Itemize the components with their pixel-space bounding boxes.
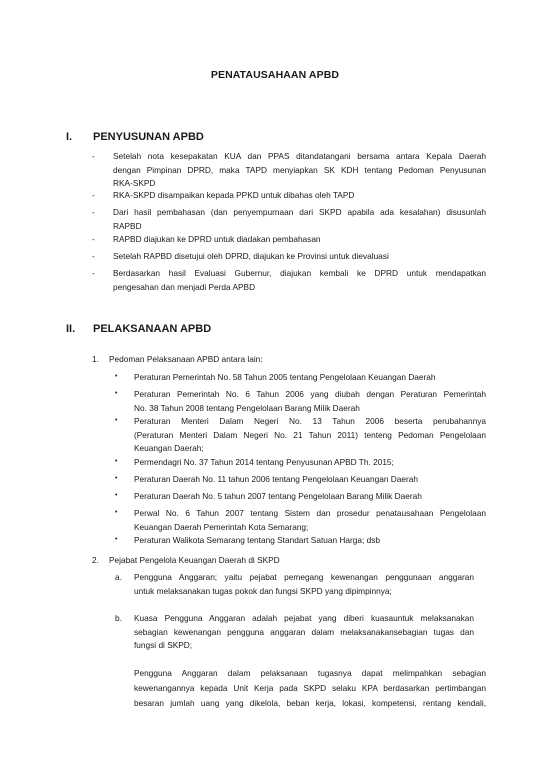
dash-marker: -	[92, 234, 95, 244]
dash-marker: -	[92, 207, 95, 217]
bullet-icon: •	[115, 417, 118, 424]
pedoman-item-line: Peraturan Pemerintah No. 58 Tahun 2005 tentang Pengelolaan Keuangan Daerah	[134, 372, 436, 382]
section-1-number: I.	[66, 131, 73, 143]
penyusunan-item-line: RKA-SKPD	[113, 178, 156, 189]
pedoman-item-line: Peraturan Pemerintah No. 6 Tahun 2006 yang diubah dengan Peraturan Pemerintah	[134, 389, 486, 399]
penyusunan-item-line: RAPBD diajukan ke DPRD untuk diadakan pembahasan	[113, 234, 321, 244]
section-2-heading	[66, 323, 211, 335]
pedoman-item-line: Keuangan Daerah;	[134, 443, 204, 454]
paragraph-line: Pengguna Anggaran dalam pelaksanaan tugasnya dapat melimpahkan sebagian	[134, 668, 486, 678]
pejabat-item-line: sebagian kewenangan pengguna anggaran dalam melaksanakansebagian tugas dan	[134, 626, 474, 637]
paragraph-line: besaran jumlah uang yang dikelola, beban kerja, lokasi, kompetensi, rentang kendali,	[134, 698, 486, 709]
page-title: PENATAUSAHAAN APBD	[210, 69, 340, 81]
pejabat-item-line: Kuasa Pengguna Anggaran adalah pejabat yang diberi kuasauntuk melaksanakan	[134, 613, 474, 623]
section-1-heading	[66, 131, 204, 143]
sub-letter: b.	[115, 613, 122, 623]
bullet-icon: •	[115, 536, 118, 543]
penyusunan-item-line: Setelah RAPBD disetujui oleh DPRD, diajukan ke Provinsi untuk dievaluasi	[113, 251, 389, 261]
pedoman-item-line: (Peraturan Menteri Dalam Negeri No. 21 Tahun 2011) tenteng Pedoman Pengelolaan	[134, 429, 486, 440]
penyusunan-item-line: Berdasarkan hasil Evaluasi Gubernur, diajukan kembali ke DPRD untuk mendapatkan	[113, 268, 486, 278]
pedoman-item-line: Perwal No. 6 Tahun 2007 tentang Sistem dan prosedur penatausahaan Pengelolaan	[134, 508, 486, 518]
penyusunan-item-line: pengesahan dan menjadi Perda APBD	[113, 281, 256, 292]
bullet-icon: •	[115, 509, 118, 516]
pedoman-item-line: Peraturan Daerah No. 5 tahun 2007 tentang Pengelolaan Barang Milik Daerah	[134, 491, 422, 501]
penyusunan-item-line: Dari hasil pembahasan (dan penyempurnaan dari SKPD apabila ada kesalahan) disusunlah	[113, 207, 486, 217]
pedoman-item-line: No. 38 Tahun 2008 tentang Pengelolaan Barang Milik Daerah	[134, 402, 360, 413]
pedoman-item-line: Permendagri No. 37 Tahun 2014 tentang Penyusunan APBD Th. 2015;	[134, 457, 394, 467]
penyusunan-item-line: RKA-SKPD disampaikan kepada PPKD untuk dibahas oleh TAPD	[113, 190, 355, 200]
penyusunan-item-line: Setelah nota kesepakatan KUA dan PPAS ditandatangani bersama antara Kepala Daerah	[113, 151, 486, 161]
pejabat-item-line: fungsi di SKPD;	[134, 640, 193, 651]
bullet-icon: •	[115, 373, 118, 380]
section-2-number: II.	[66, 323, 76, 335]
section-2-title: PELAKSANAAN APBD	[93, 323, 212, 335]
dash-marker: -	[92, 190, 95, 200]
section-1-title: PENYUSUNAN APBD	[93, 131, 204, 143]
bullet-icon: •	[115, 390, 118, 397]
penyusunan-item-line: dengan Pimpinan DPRD, maka TAPD menyiapkan SK KDH tentang Pedoman Penyusunan	[113, 164, 486, 175]
pejabat-item-line: untuk melaksanakan tugas pokok dan fungsi SKPD yang dipimpinnya;	[134, 585, 392, 596]
bullet-icon: •	[115, 492, 118, 499]
bullet-icon: •	[115, 458, 118, 465]
dash-marker: -	[92, 151, 95, 161]
dash-marker: -	[92, 251, 95, 261]
dash-marker: -	[92, 268, 95, 278]
paragraph-line: kewenangannya kepada Unit Kerja pada SKPD selaku KPA berdasarkan pertimbangan	[134, 683, 486, 694]
bullet-icon: •	[115, 475, 118, 482]
sub-letter: a.	[115, 572, 122, 582]
point-2-number: 2.	[92, 555, 99, 565]
pedoman-item-line: Peraturan Menteri Dalam Negeri No. 13 Tahun 2006 beserta perubahannya	[134, 416, 486, 426]
pejabat-item-line: Pengguna Anggaran; yaitu pejabat pemegang kewenangan penggunaan anggaran	[134, 572, 474, 582]
pedoman-item-line: Peraturan Walikota Semarang tentang Standart Satuan Harga; dsb	[134, 535, 380, 545]
penyusunan-item-line: RAPBD	[113, 220, 142, 231]
pedoman-item-line: Peraturan Daerah No. 11 tahun 2006 tentang Pengelolaan Keuangan Daerah	[134, 474, 419, 484]
point-2-label: Pejabat Pengelola Keuangan Daerah di SKPD	[109, 555, 280, 565]
point-1-number: 1.	[92, 354, 99, 364]
point-1-label: Pedoman Pelaksanaan APBD antara lain:	[109, 354, 263, 364]
pedoman-item-line: Keuangan Daerah Pemerintah Kota Semarang;	[134, 521, 309, 532]
